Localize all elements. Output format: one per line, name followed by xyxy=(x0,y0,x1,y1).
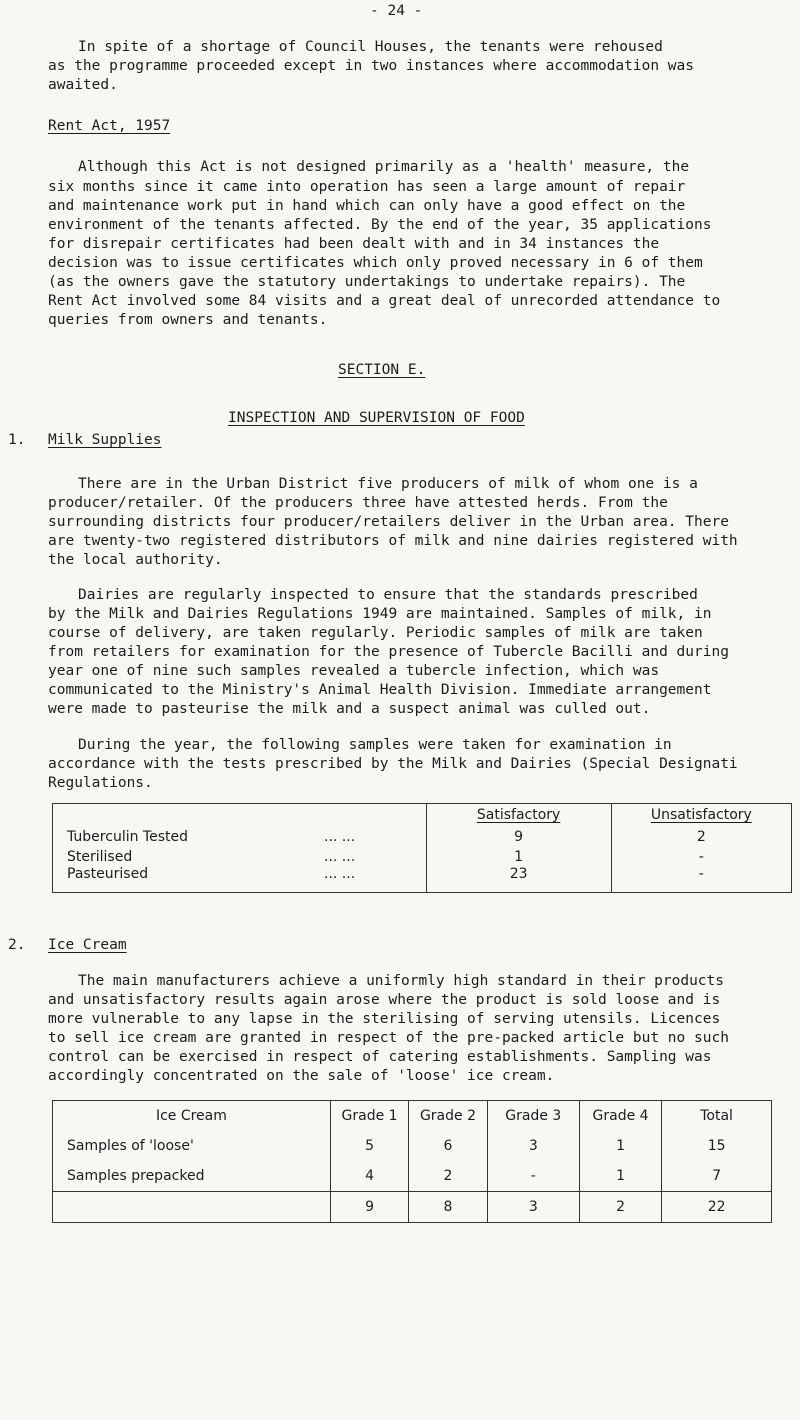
milk-para2-line: year one of nine such samples revealed a tubercle infection, which was xyxy=(48,663,660,679)
table-row xyxy=(53,866,792,893)
milk-para3-line: Regulations. xyxy=(48,775,153,791)
ice-cream-heading: Ice Cream xyxy=(48,937,127,953)
rent-act-line: for disrepair certificates had been dealt with and in 34 instances the xyxy=(48,236,660,252)
cell: 3 xyxy=(487,1192,579,1223)
intro-line: In spite of a shortage of Council Houses, the tenants were rehoused xyxy=(78,39,663,55)
unsatisfactory-value: - xyxy=(611,848,791,866)
rent-act-line: queries from owners and tenants. xyxy=(48,312,328,328)
cell: 3 xyxy=(487,1131,579,1161)
milk-para2-line: Dairies are regularly inspected to ensure that the standards prescribed xyxy=(78,587,698,603)
milk-para1-line: surrounding districts four producer/retailers deliver in the Urban area. There xyxy=(48,514,729,530)
milk-para3-line: During the year, the following samples were taken for examination in xyxy=(78,737,672,753)
milk-para1-line: the local authority. xyxy=(48,552,223,568)
ice-cream-line: to sell ice cream are granted in respect of the pre-packed article but no such xyxy=(48,1030,729,1046)
rent-act-line: (as the owners gave the statutory undertakings to undertake repairs). The xyxy=(48,274,686,290)
cell xyxy=(53,1192,331,1223)
row-label: Pasteurised xyxy=(67,866,149,882)
milk-number: 1. xyxy=(8,432,26,448)
cell: 1 xyxy=(579,1131,661,1161)
unsatisfactory-header: Unsatisfactory xyxy=(650,807,752,823)
cell: 1 xyxy=(579,1161,661,1192)
intro-line: awaited. xyxy=(48,77,118,93)
section-subtitle: INSPECTION AND SUPERVISION OF FOOD xyxy=(228,410,525,426)
satisfactory-value: 23 xyxy=(426,866,611,893)
cell: 9 xyxy=(330,1192,408,1223)
milk-heading: Milk Supplies xyxy=(48,432,162,448)
cell: 8 xyxy=(409,1192,487,1223)
milk-samples-table xyxy=(52,803,792,893)
milk-para2-line: by the Milk and Dairies Regulations 1949 are maintained. Samples of milk, in xyxy=(48,606,712,622)
row-dots: ... ... xyxy=(324,849,356,865)
rent-act-line: six months since it came into operation has seen a large amount of repair xyxy=(48,179,686,195)
rent-act-line: decision was to issue certificates which only proved necessary in 6 of them xyxy=(48,255,703,271)
table-row xyxy=(53,848,792,866)
cell: 4 xyxy=(330,1161,408,1192)
cell: - xyxy=(487,1161,579,1192)
milk-para3-line: accordance with the tests prescribed by the Milk and Dairies (Special Designati xyxy=(48,756,738,772)
ice-cream-line: accordingly concentrated on the sale of 'loose' ice cream. xyxy=(48,1068,555,1084)
col-header: Total xyxy=(662,1101,772,1132)
milk-para1-line: There are in the Urban District five producers of milk of whom one is a xyxy=(78,476,698,492)
ice-cream-line: more vulnerable to any lapse in the sterilising of serving utensils. Licences xyxy=(48,1011,721,1027)
satisfactory-value: 9 xyxy=(426,826,611,848)
row-label: Tuberculin Tested xyxy=(67,829,188,845)
cell: 7 xyxy=(662,1161,772,1192)
col-header: Grade 2 xyxy=(409,1101,487,1132)
cell: 15 xyxy=(662,1131,772,1161)
cell: 2 xyxy=(409,1161,487,1192)
col-header: Grade 3 xyxy=(487,1101,579,1132)
satisfactory-value: 1 xyxy=(426,848,611,866)
row-label: Samples prepacked xyxy=(67,1168,205,1184)
cell: 6 xyxy=(409,1131,487,1161)
rent-act-line: and maintenance work put in hand which can only have a good effect on the xyxy=(48,198,686,214)
table-row xyxy=(53,826,792,848)
satisfactory-header: Satisfactory xyxy=(476,807,561,823)
ice-cream-line: The main manufacturers achieve a uniformly high standard in their products xyxy=(78,973,725,989)
rent-act-line: Rent Act involved some 84 visits and a great deal of unrecorded attendance to xyxy=(48,293,721,309)
ice-cream-line: and unsatisfactory results again arose where the product is sold loose and is xyxy=(48,992,721,1008)
section-title: SECTION E. xyxy=(338,362,426,378)
unsatisfactory-value: 2 xyxy=(611,826,791,848)
ice-cream-number: 2. xyxy=(8,937,26,953)
table-row xyxy=(53,1161,772,1192)
milk-para2-line: were made to pasteurise the milk and a suspect animal was culled out. xyxy=(48,701,651,717)
milk-para2-line: course of delivery, are taken regularly. Periodic samples of milk are taken xyxy=(48,625,703,641)
milk-para1-line: are twenty-two registered distributors of milk and nine dairies registered with xyxy=(48,533,738,549)
unsatisfactory-value: - xyxy=(611,866,791,893)
cell: 2 xyxy=(579,1192,661,1223)
row-label: Sterilised xyxy=(67,849,133,865)
row-dots: ... ... xyxy=(324,829,356,845)
milk-para2-line: communicated to the Ministry's Animal Health Division. Immediate arrangement xyxy=(48,682,712,698)
rent-act-heading: Rent Act, 1957 xyxy=(48,118,171,134)
col-header: Ice Cream xyxy=(155,1108,227,1124)
intro-line: as the programme proceeded except in two instances where accommodation was xyxy=(48,58,695,74)
rent-act-line: Although this Act is not designed primarily as a 'health' measure, the xyxy=(78,159,690,175)
table-row xyxy=(53,1131,772,1161)
milk-para2-line: from retailers for examination for the presence of Tubercle Bacilli and during xyxy=(48,644,729,660)
milk-para1-line: producer/retailer. Of the producers three have attested herds. From the xyxy=(48,495,668,511)
cell: 5 xyxy=(330,1131,408,1161)
page-number: - 24 - xyxy=(370,3,423,19)
row-label: Samples of 'loose' xyxy=(67,1138,194,1154)
cell: 22 xyxy=(662,1192,772,1223)
rent-act-line: environment of the tenants affected. By the end of the year, 35 applications xyxy=(48,217,712,233)
row-dots: ... ... xyxy=(324,866,356,882)
col-header: Grade 1 xyxy=(330,1101,408,1132)
col-header: Grade 4 xyxy=(579,1101,661,1132)
totals-row xyxy=(53,1192,772,1223)
ice-cream-line: control can be exercised in respect of catering establishments. Sampling was xyxy=(48,1049,712,1065)
ice-cream-table xyxy=(52,1100,772,1223)
